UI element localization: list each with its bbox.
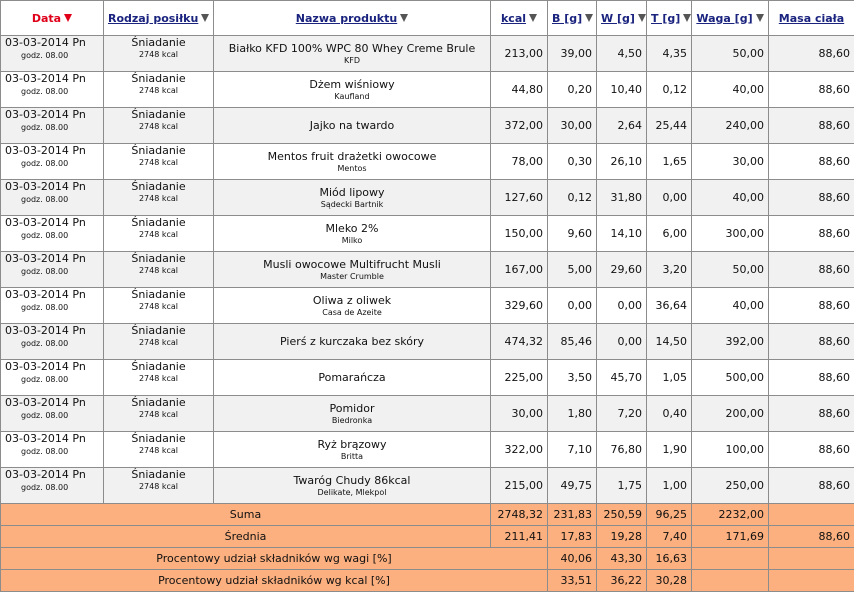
cell-b: 39,00 [548, 36, 597, 72]
cell-meal [104, 36, 214, 72]
entry-date: 03-03-2014 Pn [5, 288, 86, 301]
cell-date [1, 72, 104, 108]
cell-t: 0,12 [647, 72, 692, 108]
cell-weight: 300,00 [692, 216, 769, 252]
cell-product [214, 72, 491, 108]
cell-w: 76,80 [597, 432, 647, 468]
meal-type: Śniadanie [131, 108, 186, 121]
col-header-t[interactable] [647, 1, 692, 36]
meal-kcal: 2748 kcal [138, 230, 179, 239]
cell-product [214, 288, 491, 324]
meal-type: Śniadanie [131, 72, 186, 85]
meal-kcal: 2748 kcal [138, 302, 179, 311]
cell-body-mass: 88,60 [769, 72, 854, 108]
summary-label: Suma [1, 504, 491, 526]
table-row [1, 36, 854, 72]
cell-weight: 100,00 [692, 432, 769, 468]
col-header-body-mass[interactable] [769, 1, 854, 36]
cell-weight: 40,00 [692, 288, 769, 324]
summary-kcal: 2748,32 [491, 504, 548, 526]
cell-kcal: 78,00 [491, 144, 548, 180]
sort-link-date[interactable]: Data [31, 11, 62, 25]
cell-w: 31,80 [597, 180, 647, 216]
product-brand: Delikate, Mlekpol [317, 488, 387, 497]
cell-product [214, 324, 491, 360]
meal-kcal: 2748 kcal [138, 266, 179, 275]
cell-meal [104, 468, 214, 504]
entry-date: 03-03-2014 Pn [5, 108, 86, 121]
header-row [1, 1, 854, 36]
sort-arrow-down-icon[interactable] [64, 14, 72, 22]
cell-body-mass: 88,60 [769, 360, 854, 396]
entry-date: 03-03-2014 Pn [5, 252, 86, 265]
meal-type: Śniadanie [131, 252, 186, 265]
summary-row-pct-kcal [1, 570, 854, 592]
entry-date: 03-03-2014 Pn [5, 360, 86, 373]
entry-date: 03-03-2014 Pn [5, 324, 86, 337]
cell-meal [104, 72, 214, 108]
cell-t: 0,00 [647, 180, 692, 216]
cell-b: 0,20 [548, 72, 597, 108]
cell-meal [104, 432, 214, 468]
cell-w: 14,10 [597, 216, 647, 252]
cell-t: 3,20 [647, 252, 692, 288]
entry-time: godz. 08.00 [21, 411, 69, 420]
meal-kcal: 2748 kcal [138, 338, 179, 347]
cell-kcal: 215,00 [491, 468, 548, 504]
cell-b: 1,80 [548, 396, 597, 432]
product-brand: Sądecki Bartnik [320, 200, 384, 209]
cell-kcal: 329,60 [491, 288, 548, 324]
sort-link-b[interactable]: B [g] [552, 11, 583, 25]
col-header-meal[interactable] [104, 1, 214, 36]
table-row [1, 252, 854, 288]
meal-kcal: 2748 kcal [138, 446, 179, 455]
summary-t: 16,63 [647, 548, 692, 570]
product-name: Pomidor [329, 402, 375, 415]
product-name: Pierś z kurczaka bez skóry [280, 335, 424, 348]
cell-t: 0,40 [647, 396, 692, 432]
cell-date [1, 144, 104, 180]
cell-kcal: 213,00 [491, 36, 548, 72]
sort-link-meal[interactable]: Rodzaj posiłku [108, 11, 199, 25]
cell-date [1, 432, 104, 468]
product-brand: Kaufland [334, 92, 370, 101]
cell-product [214, 36, 491, 72]
product-name: Musli owocowe Multifrucht Musli [263, 258, 441, 271]
cell-t: 1,90 [647, 432, 692, 468]
cell-body-mass: 88,60 [769, 36, 854, 72]
cell-weight: 50,00 [692, 252, 769, 288]
sort-link-w[interactable]: W [g] [601, 11, 635, 25]
sort-arrow-down-icon[interactable] [529, 14, 537, 22]
sort-link-body-mass[interactable]: Masa ciała [778, 11, 845, 25]
cell-meal [104, 396, 214, 432]
cell-b: 85,46 [548, 324, 597, 360]
cell-t: 25,44 [647, 108, 692, 144]
cell-weight: 50,00 [692, 36, 769, 72]
cell-t: 14,50 [647, 324, 692, 360]
entry-date: 03-03-2014 Pn [5, 72, 86, 85]
cell-kcal: 372,00 [491, 108, 548, 144]
summary-mass: 88,60 [769, 526, 854, 548]
product-brand: Master Crumble [320, 272, 384, 281]
product-name: Ryż brązowy [317, 438, 387, 451]
cell-t: 1,00 [647, 468, 692, 504]
cell-body-mass: 88,60 [769, 108, 854, 144]
col-header-w[interactable] [597, 1, 647, 36]
meal-type: Śniadanie [131, 180, 186, 193]
cell-product [214, 180, 491, 216]
entry-time: godz. 08.00 [21, 303, 69, 312]
summary-weight: 2232,00 [692, 504, 769, 526]
cell-body-mass: 88,60 [769, 468, 854, 504]
sort-arrow-down-icon[interactable] [585, 14, 593, 22]
cell-w: 29,60 [597, 252, 647, 288]
table-row [1, 288, 854, 324]
product-name: Jajko na twardo [309, 119, 395, 132]
table-row [1, 216, 854, 252]
cell-meal [104, 324, 214, 360]
sort-arrow-down-icon[interactable] [201, 14, 209, 22]
cell-kcal: 322,00 [491, 432, 548, 468]
summary-label: Średnia [1, 526, 491, 548]
meal-type: Śniadanie [131, 216, 186, 229]
table-row [1, 360, 854, 396]
cell-date [1, 216, 104, 252]
summary-empty [692, 548, 769, 570]
sort-arrow-down-icon[interactable] [638, 14, 646, 22]
cell-weight: 30,00 [692, 144, 769, 180]
table-row [1, 432, 854, 468]
cell-date [1, 288, 104, 324]
entry-time: godz. 08.00 [21, 447, 69, 456]
cell-b: 0,12 [548, 180, 597, 216]
cell-t: 36,64 [647, 288, 692, 324]
entry-time: godz. 08.00 [21, 483, 69, 492]
summary-label: Procentowy udział składników wg kcal [%] [1, 570, 548, 592]
cell-body-mass: 88,60 [769, 432, 854, 468]
sort-link-t[interactable]: T [g] [651, 11, 681, 25]
entry-date: 03-03-2014 Pn [5, 468, 86, 481]
product-brand: KFD [343, 56, 360, 65]
meal-kcal: 2748 kcal [138, 410, 179, 419]
meal-kcal: 2748 kcal [138, 194, 179, 203]
cell-weight: 40,00 [692, 72, 769, 108]
cell-meal [104, 288, 214, 324]
entry-date: 03-03-2014 Pn [5, 216, 86, 229]
summary-row-srednia [1, 526, 854, 548]
summary-empty [769, 548, 854, 570]
summary-kcal: 211,41 [491, 526, 548, 548]
summary-empty [769, 570, 854, 592]
cell-kcal: 44,80 [491, 72, 548, 108]
summary-section [1, 504, 854, 592]
product-brand: Mentos [337, 164, 367, 173]
col-header-product[interactable] [214, 1, 491, 36]
cell-meal [104, 252, 214, 288]
cell-product [214, 252, 491, 288]
cell-kcal: 225,00 [491, 360, 548, 396]
entry-date: 03-03-2014 Pn [5, 396, 86, 409]
cell-weight: 500,00 [692, 360, 769, 396]
cell-kcal: 30,00 [491, 396, 548, 432]
entry-time: godz. 08.00 [21, 123, 69, 132]
meal-type: Śniadanie [131, 36, 186, 49]
summary-label: Procentowy udział składników wg wagi [%] [1, 548, 548, 570]
cell-date [1, 468, 104, 504]
cell-weight: 250,00 [692, 468, 769, 504]
cell-w: 45,70 [597, 360, 647, 396]
meal-kcal: 2748 kcal [138, 158, 179, 167]
cell-b: 0,00 [548, 288, 597, 324]
meal-type: Śniadanie [131, 324, 186, 337]
cell-b: 30,00 [548, 108, 597, 144]
cell-t: 6,00 [647, 216, 692, 252]
product-name: Białko KFD 100% WPC 80 Whey Creme Brule [228, 42, 476, 55]
summary-mass [769, 504, 854, 526]
product-name: Miód lipowy [319, 186, 385, 199]
cell-b: 3,50 [548, 360, 597, 396]
product-name: Mentos fruit drażetki owocowe [267, 150, 437, 163]
cell-meal [104, 180, 214, 216]
cell-body-mass: 88,60 [769, 144, 854, 180]
cell-meal [104, 144, 214, 180]
meal-type: Śniadanie [131, 468, 186, 481]
meal-type: Śniadanie [131, 396, 186, 409]
table-row [1, 144, 854, 180]
cell-date [1, 108, 104, 144]
cell-product [214, 432, 491, 468]
summary-b: 40,06 [548, 548, 597, 570]
table-row [1, 108, 854, 144]
meal-kcal: 2748 kcal [138, 122, 179, 131]
product-name: Dżem wiśniowy [309, 78, 395, 91]
cell-w: 26,10 [597, 144, 647, 180]
summary-t: 30,28 [647, 570, 692, 592]
table-row [1, 180, 854, 216]
cell-meal [104, 216, 214, 252]
entry-date: 03-03-2014 Pn [5, 432, 86, 445]
product-brand: Milko [341, 236, 363, 245]
sort-link-weight[interactable]: Waga [g] [696, 11, 753, 25]
cell-body-mass: 88,60 [769, 324, 854, 360]
cell-w: 10,40 [597, 72, 647, 108]
table-body [1, 36, 854, 504]
cell-date [1, 324, 104, 360]
cell-product [214, 144, 491, 180]
summary-empty [692, 570, 769, 592]
cell-weight: 40,00 [692, 180, 769, 216]
meal-type: Śniadanie [131, 432, 186, 445]
summary-b: 33,51 [548, 570, 597, 592]
product-brand: Casa de Azeite [322, 308, 382, 317]
col-header-b[interactable] [548, 1, 597, 36]
cell-product [214, 108, 491, 144]
summary-w: 36,22 [597, 570, 647, 592]
entry-time: godz. 08.00 [21, 87, 69, 96]
summary-w: 19,28 [597, 526, 647, 548]
cell-date [1, 180, 104, 216]
col-header-weight[interactable] [692, 1, 769, 36]
cell-kcal: 167,00 [491, 252, 548, 288]
summary-b: 231,83 [548, 504, 597, 526]
product-brand: Biedronka [331, 416, 373, 425]
col-header-date[interactable] [1, 1, 104, 36]
product-name: Pomarańcza [318, 371, 386, 384]
meal-kcal: 2748 kcal [138, 50, 179, 59]
summary-t: 7,40 [647, 526, 692, 548]
table-row [1, 396, 854, 432]
cell-w: 2,64 [597, 108, 647, 144]
cell-b: 5,00 [548, 252, 597, 288]
cell-date [1, 360, 104, 396]
entry-time: godz. 08.00 [21, 375, 69, 384]
entry-time: godz. 08.00 [21, 267, 69, 276]
summary-b: 17,83 [548, 526, 597, 548]
cell-w: 7,20 [597, 396, 647, 432]
cell-b: 0,30 [548, 144, 597, 180]
entry-date: 03-03-2014 Pn [5, 36, 86, 49]
cell-date [1, 252, 104, 288]
entry-date: 03-03-2014 Pn [5, 180, 86, 193]
sort-arrow-down-icon[interactable] [683, 14, 691, 22]
cell-product [214, 468, 491, 504]
cell-meal [104, 108, 214, 144]
summary-row-suma [1, 504, 854, 526]
cell-date [1, 396, 104, 432]
cell-kcal: 150,00 [491, 216, 548, 252]
entry-time: godz. 08.00 [21, 159, 69, 168]
table-row [1, 468, 854, 504]
cell-body-mass: 88,60 [769, 180, 854, 216]
cell-product [214, 360, 491, 396]
cell-t: 1,05 [647, 360, 692, 396]
summary-w: 250,59 [597, 504, 647, 526]
cell-t: 4,35 [647, 36, 692, 72]
product-name: Oliwa z oliwek [312, 294, 392, 307]
cell-w: 1,75 [597, 468, 647, 504]
cell-body-mass: 88,60 [769, 288, 854, 324]
cell-w: 4,50 [597, 36, 647, 72]
cell-body-mass: 88,60 [769, 216, 854, 252]
entry-time: godz. 08.00 [21, 339, 69, 348]
cell-product [214, 396, 491, 432]
meal-type: Śniadanie [131, 144, 186, 157]
sort-arrow-down-icon[interactable] [400, 14, 408, 22]
meal-type: Śniadanie [131, 360, 186, 373]
cell-t: 1,65 [647, 144, 692, 180]
product-brand: Britta [340, 452, 364, 461]
cell-weight: 392,00 [692, 324, 769, 360]
cell-w: 0,00 [597, 324, 647, 360]
meal-kcal: 2748 kcal [138, 86, 179, 95]
cell-kcal: 127,60 [491, 180, 548, 216]
cell-kcal: 474,32 [491, 324, 548, 360]
product-name: Mleko 2% [325, 222, 379, 235]
cell-body-mass: 88,60 [769, 252, 854, 288]
col-header-kcal[interactable] [491, 1, 548, 36]
sort-link-product[interactable]: Nazwa produktu [295, 11, 398, 25]
entry-time: godz. 08.00 [21, 51, 69, 60]
cell-weight: 200,00 [692, 396, 769, 432]
meal-type: Śniadanie [131, 288, 186, 301]
cell-product [214, 216, 491, 252]
table-row [1, 72, 854, 108]
sort-link-kcal[interactable]: kcal [500, 11, 527, 25]
cell-weight: 240,00 [692, 108, 769, 144]
cell-body-mass: 88,60 [769, 396, 854, 432]
entry-time: godz. 08.00 [21, 195, 69, 204]
summary-w: 43,30 [597, 548, 647, 570]
entry-time: godz. 08.00 [21, 231, 69, 240]
summary-t: 96,25 [647, 504, 692, 526]
table-row [1, 324, 854, 360]
product-name: Twaróg Chudy 86kcal [293, 474, 411, 487]
cell-w: 0,00 [597, 288, 647, 324]
meal-kcal: 2748 kcal [138, 482, 179, 491]
cell-meal [104, 360, 214, 396]
cell-b: 7,10 [548, 432, 597, 468]
entry-date: 03-03-2014 Pn [5, 144, 86, 157]
summary-weight: 171,69 [692, 526, 769, 548]
cell-b: 9,60 [548, 216, 597, 252]
cell-date [1, 36, 104, 72]
cell-b: 49,75 [548, 468, 597, 504]
summary-row-pct-weight [1, 548, 854, 570]
meal-kcal: 2748 kcal [138, 374, 179, 383]
sort-arrow-down-icon[interactable] [756, 14, 764, 22]
